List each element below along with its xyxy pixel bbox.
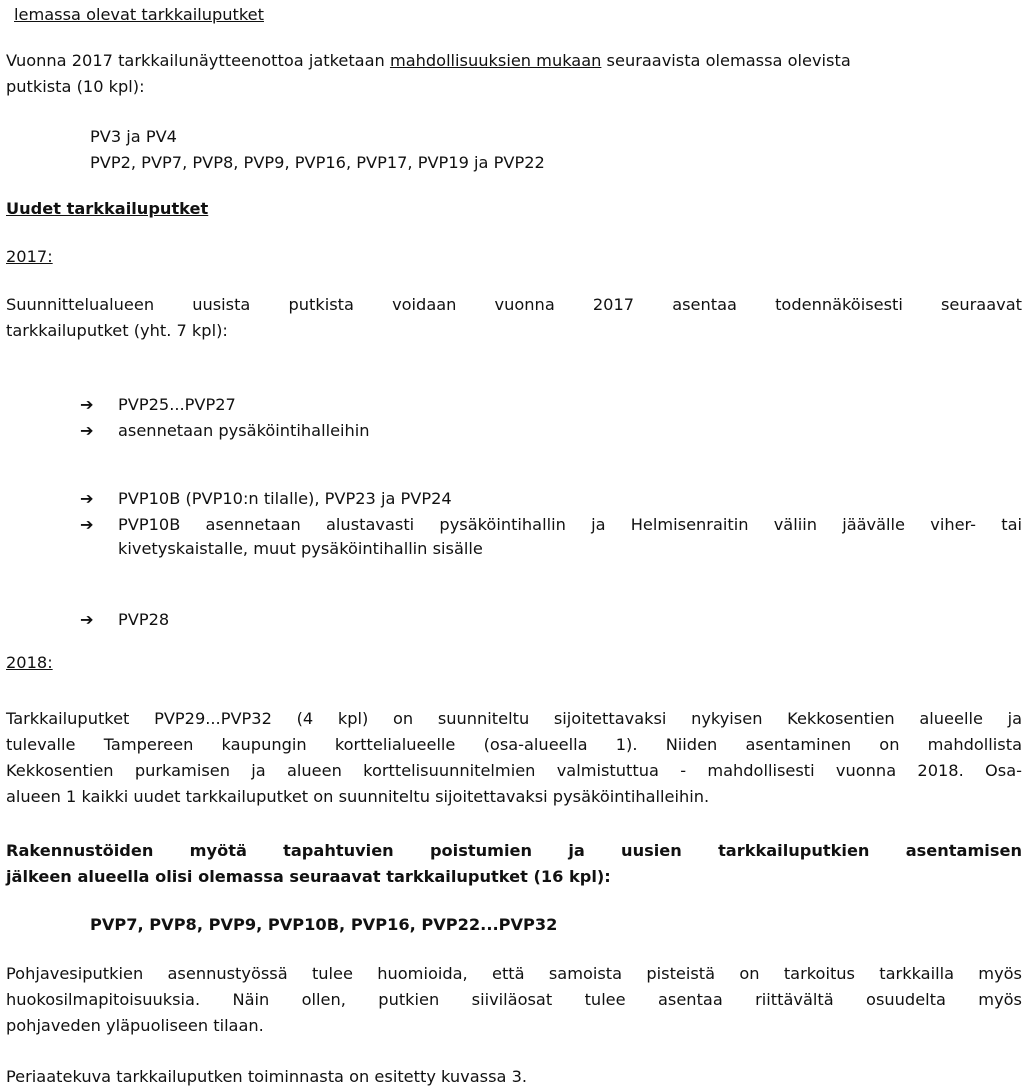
- section-heading-existing: lemassa olevat tarkkailuputket: [14, 5, 264, 24]
- arrow-icon: ➔: [80, 421, 94, 440]
- existing-intro-line1: [6, 48, 1022, 74]
- plan-line2: tarkkailuputket (yht. 7 kpl):: [6, 321, 228, 340]
- bold-para-line: Rakennustöiden myötä tapahtuvien poistumien ja uusien tarkkailuputkien asentamisen: [6, 841, 1022, 860]
- arrow-icon: ➔: [80, 610, 94, 629]
- arrow-icon: ➔: [80, 489, 94, 508]
- final-para-line: huokosilmapitoisuuksia. Näin ollen, putkien siiviläosat tulee asentaa riittävältä osuudelta myös: [6, 990, 1022, 1009]
- group2-item: PVP10B (PVP10:n tilalle), PVP23 ja PVP24: [118, 489, 452, 508]
- figure-reference: Periaatekuva tarkkailuputken toiminnasta on esitetty kuvassa 3.: [6, 1067, 528, 1086]
- plan-line1: Suunnittelualueen uusista putkista voidaan vuonna 2017 asentaa todennäköisesti seuraavat: [6, 295, 1022, 314]
- group2-item-line1: PVP10B asennetaan alustavasti pysäköintihallin ja Helmisenraitin väliin jäävälle viher- tai: [118, 515, 1022, 534]
- existing-list-item: PVP2, PVP7, PVP8, PVP9, PVP16, PVP17, PVP19 ja PVP22: [90, 153, 545, 172]
- bold-list: PVP7, PVP8, PVP9, PVP10B, PVP16, PVP22...PVP32: [90, 915, 558, 934]
- intro-text-underlined: mahdollisuuksien mukaan: [389, 51, 602, 70]
- intro-text-pre: Vuonna 2017 tarkkailunäytteenottoa jatketaan: [6, 51, 390, 70]
- bold-para-line: jälkeen alueella olisi olemassa seuraavat tarkkailuputket (16 kpl):: [6, 867, 611, 886]
- year-label-2017: 2017:: [6, 247, 53, 266]
- final-para-line: pohjaveden yläpuoliseen tilaan.: [6, 1016, 264, 1035]
- group2-item-line2: kivetyskaistalle, muut pysäköintihallin sisälle: [118, 539, 483, 558]
- group3-item: PVP28: [118, 610, 170, 629]
- year-label-2018: 2018:: [6, 653, 53, 672]
- para-2018-line: tulevalle Tampereen kaupungin korttelialueelle (osa-alueella 1). Niiden asentaminen on mahdollista: [6, 735, 1022, 754]
- group1-item: PVP25...PVP27: [118, 395, 236, 414]
- group1-item: asennetaan pysäköintihalleihin: [118, 421, 370, 440]
- intro-text-post: seuraavista olemassa olevista: [601, 51, 851, 70]
- existing-list-item: PV3 ja PV4: [90, 127, 177, 146]
- arrow-icon: ➔: [80, 515, 94, 534]
- para-2018-line: alueen 1 kaikki uudet tarkkailuputket on suunniteltu sijoitettavaksi pysäköintihalleihin.: [6, 787, 710, 806]
- para-2018-line: Kekkosentien purkamisen ja alueen korttelisuunnitelmien valmistuttua - mahdollisesti vuonna 2018. Osa-: [6, 761, 1022, 780]
- existing-intro-line2: putkista (10 kpl):: [6, 77, 145, 96]
- final-para-line: Pohjavesiputkien asennustyössä tulee huomioida, että samoista pisteistä on tarkoitus tarkkailla myös: [6, 964, 1022, 983]
- arrow-icon: ➔: [80, 395, 94, 414]
- section-heading-new: Uudet tarkkailuputket: [6, 199, 209, 218]
- para-2018-line: Tarkkailuputket PVP29...PVP32 (4 kpl) on suunniteltu sijoitettavaksi nykyisen Kekkosentien alueelle ja: [6, 709, 1022, 728]
